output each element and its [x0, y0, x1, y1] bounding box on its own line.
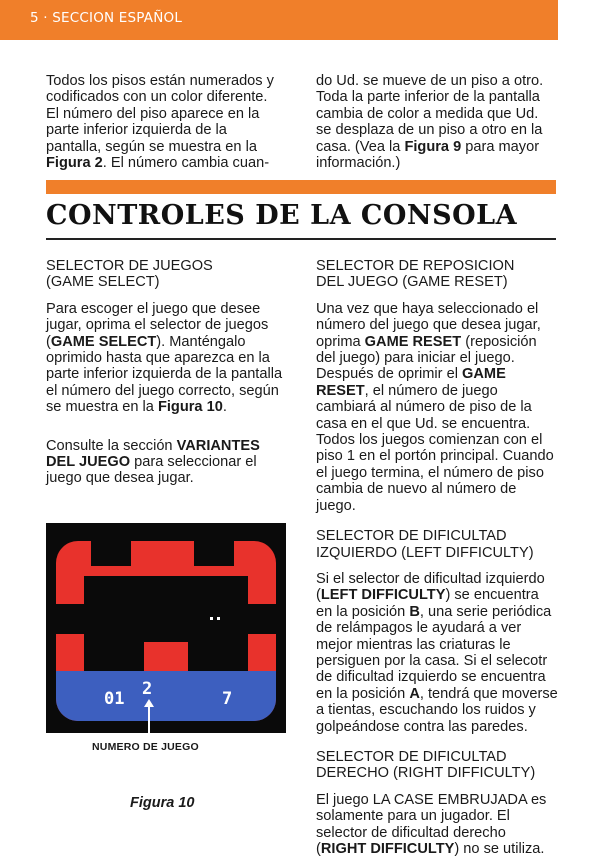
section-divider-bar: [46, 180, 556, 194]
game-number-text: 2: [142, 679, 153, 699]
title-underline: [46, 238, 556, 240]
figure-reference: Figura 10: [157, 399, 223, 416]
pointer-label: NUMERO DE JUEGO: [92, 741, 199, 753]
figure-caption: Figura 10: [130, 795, 195, 811]
left-difficulty-paragraph: Si el selector de dificultad izquierdo (LEFT DIFFICULTY) se encuentra en la posición B, una serie periódica de relámpagos le ayudará a ver mejor mientras las criaturas le persiguen por la casa. Si el selecotr de dificultad izquierdo se encuentra en la posición A, tendrá que moverse a tientas, escuchando los ruidos y golpeándose contra las paredes.: [316, 570, 558, 735]
section-label: 5 · SECCION ESPAÑOL: [30, 10, 183, 26]
intro-right-column: [316, 73, 556, 171]
intro-left-paragraph: Todos los pisos están numerados y codificados con un color diferente. El número del piso aparece en la parte inferior izquierda de la pantalla, según se muestra en la Figura 2. El número cambia cuan-: [46, 73, 274, 172]
game-select-paragraph: Para escoger el juego que desee jugar, oprima el selector de juegos (GAME SELECT). Manténgalo oprimido hasta que aparezca en la parte inferior izquierda de la pantalla el número del juego correcto, según se muestra en la Figura 10.: [46, 300, 283, 416]
floor-status-bar: [56, 671, 276, 721]
game-variants-paragraph: Consulte la sección VARIANTES DEL JUEGO para seleccionar el juego que desea jugar.: [46, 437, 260, 487]
right-column: [316, 258, 558, 857]
figure-reference: Figura 9: [404, 138, 462, 155]
intro-right-paragraph: do Ud. se mueve de un piso a otro. Toda la parte inferior de la pantalla cambia de color a medida que Ud. se desplaza de un piso a otro en la casa. (Vea la Figura 9 para mayor información.): [316, 73, 544, 172]
game-reset-paragraph: Una vez que haya seleccionado el número del juego que desea jugar, oprima GAME RESET (reposición del juego) para iniciar el juego. Después de oprimir el GAME RESET, el número de juego cambiará al número de piso de la casa en el que Ud. se encuentra. Todos los juegos comienzan con el piso 1 en el portón principal. Cuando el juego termina, el número de piso cambia de nuevo al número de juego.: [316, 300, 554, 514]
section-header-band: [0, 0, 558, 40]
game-screen-graphic: [46, 523, 286, 733]
score-right-text: 7: [222, 689, 233, 709]
figure-reference: Figura 2: [46, 155, 103, 172]
left-difficulty-heading: SELECTOR DE DIFICULTAD IZQUIERDO (LEFT DIFFICULTY): [316, 528, 534, 561]
intro-left-column: [46, 73, 284, 171]
left-column: [46, 258, 286, 487]
section-title: CONTROLES DE LA CONSOLA: [46, 200, 518, 231]
game-reset-heading: SELECTOR DE REPOSICION DEL JUEGO (GAME RESET): [316, 258, 515, 291]
right-difficulty-heading: SELECTOR DE DIFICULTAD DERECHO (RIGHT DIFFICULTY): [316, 748, 536, 782]
game-select-heading: SELECTOR DE JUEGOS (GAME SELECT): [46, 258, 213, 291]
score-left-text: 01: [104, 689, 125, 709]
player-eyes-icon: [210, 617, 213, 620]
game-screen-figure: [46, 523, 286, 733]
right-difficulty-paragraph: El juego LA CASE EMBRUJADA es solamente para un jugador. El selector de dificultad derecho (RIGHT DIFFICULTY) no se utiliza.: [316, 791, 547, 857]
